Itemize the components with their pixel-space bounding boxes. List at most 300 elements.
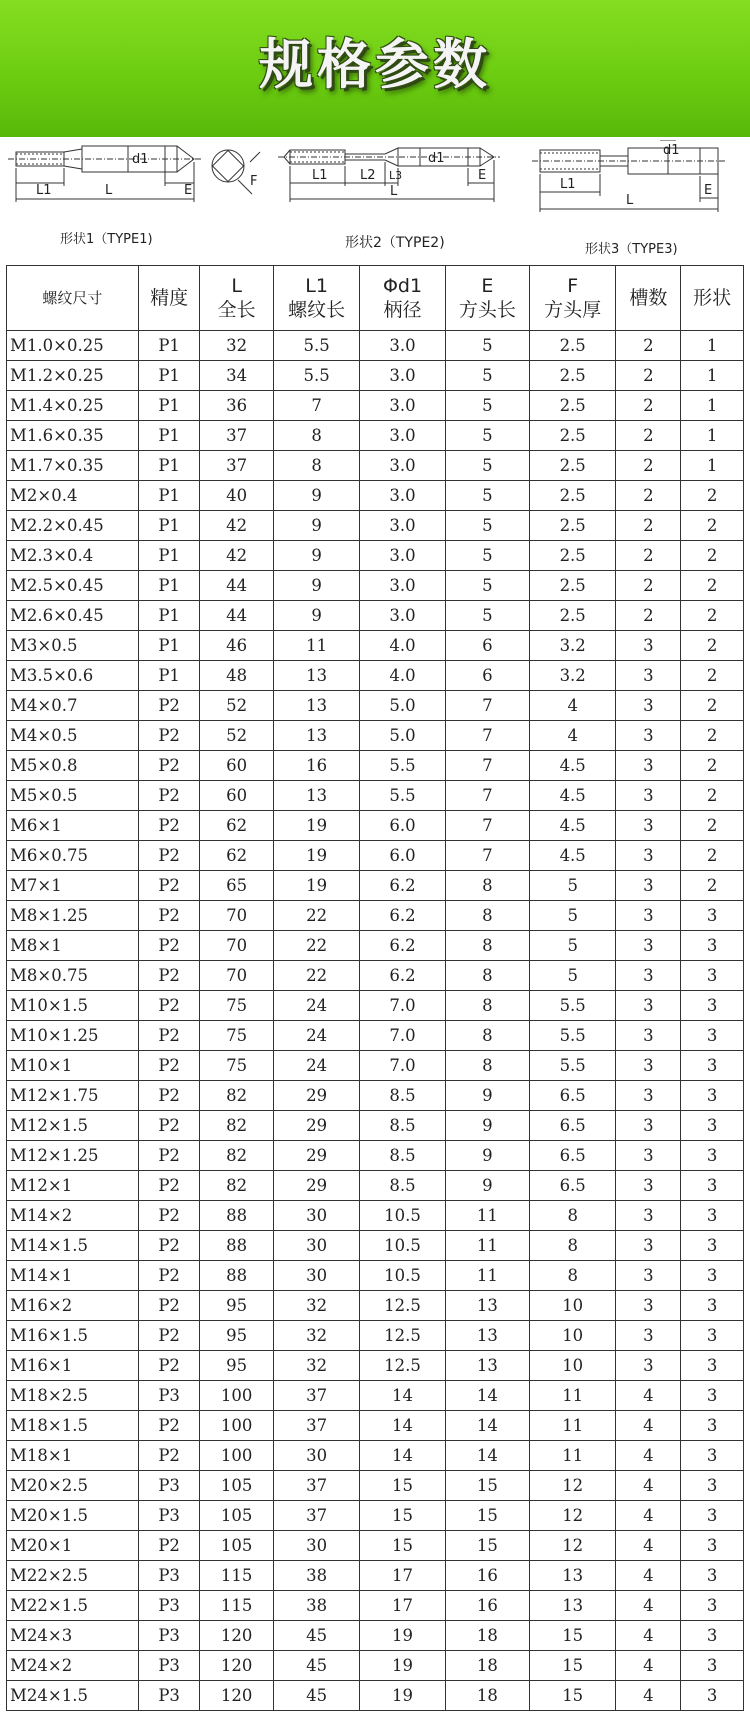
cell-shape: 3 [681, 1441, 744, 1471]
table-row [7, 1261, 744, 1291]
table-row [7, 841, 744, 871]
cell-total-length: 65 [200, 871, 273, 901]
cell-shape: 3 [681, 1081, 744, 1111]
cell-square-thickness: 13 [529, 1561, 615, 1591]
type2-d1-label: d1 [428, 151, 445, 166]
table-row [7, 1201, 744, 1231]
cell-flute-count: 3 [616, 871, 681, 901]
cell-shank-diameter: 8.5 [360, 1081, 445, 1111]
cell-thread-size: M8×1 [7, 931, 139, 961]
page-title: 规格参数 [259, 33, 491, 96]
cell-shank-diameter: 5.0 [360, 721, 445, 751]
cell-flute-count: 3 [616, 751, 681, 781]
cell-thread-size: M5×0.8 [7, 751, 139, 781]
cell-thread-length: 29 [273, 1171, 359, 1201]
cell-shank-diameter: 7.0 [360, 1021, 445, 1051]
cell-square-length: 18 [445, 1651, 529, 1681]
cell-thread-size: M16×2 [7, 1291, 139, 1321]
cell-shape: 3 [681, 1231, 744, 1261]
cell-thread-length: 32 [273, 1351, 359, 1381]
cell-thread-size: M5×0.5 [7, 781, 139, 811]
cell-thread-size: M2.2×0.45 [7, 511, 139, 541]
cell-square-thickness: 8 [529, 1261, 615, 1291]
cell-square-thickness: 6.5 [529, 1081, 615, 1111]
cell-total-length: 75 [200, 1051, 273, 1081]
cell-square-length: 5 [445, 391, 529, 421]
cell-thread-size: M12×1.25 [7, 1141, 139, 1171]
cell-shape: 3 [681, 1381, 744, 1411]
cell-precision: P1 [138, 391, 200, 421]
type1-F-label: F [250, 174, 258, 189]
cell-shape: 3 [681, 1291, 744, 1321]
cell-precision: P3 [138, 1561, 200, 1591]
cell-shank-diameter: 7.0 [360, 1051, 445, 1081]
cell-flute-count: 4 [616, 1531, 681, 1561]
cell-square-thickness: 15 [529, 1621, 615, 1651]
cell-square-thickness: 12 [529, 1501, 615, 1531]
cell-total-length: 32 [200, 331, 273, 361]
cell-total-length: 42 [200, 541, 273, 571]
cell-square-thickness: 4.5 [529, 841, 615, 871]
cell-total-length: 37 [200, 421, 273, 451]
cell-thread-size: M1.7×0.35 [7, 451, 139, 481]
cell-precision: P2 [138, 931, 200, 961]
cell-flute-count: 3 [616, 1081, 681, 1111]
cell-square-length: 16 [445, 1591, 529, 1621]
cell-thread-length: 29 [273, 1111, 359, 1141]
cell-thread-size: M20×1.5 [7, 1501, 139, 1531]
cell-thread-length: 38 [273, 1561, 359, 1591]
type3-L1-label: L1 [560, 177, 576, 192]
cell-square-thickness: 6.5 [529, 1111, 615, 1141]
cell-thread-length: 19 [273, 811, 359, 841]
cell-flute-count: 4 [616, 1471, 681, 1501]
cell-precision: P1 [138, 451, 200, 481]
cell-square-length: 5 [445, 331, 529, 361]
cell-total-length: 82 [200, 1111, 273, 1141]
cell-total-length: 95 [200, 1291, 273, 1321]
cell-shank-diameter: 5.5 [360, 781, 445, 811]
table-row [7, 361, 744, 391]
type1-caption: 形状1（TYPE1) [60, 232, 153, 247]
cell-precision: P1 [138, 331, 200, 361]
cell-square-length: 11 [445, 1201, 529, 1231]
cell-thread-size: M2.5×0.45 [7, 571, 139, 601]
cell-flute-count: 2 [616, 451, 681, 481]
cell-square-thickness: 11 [529, 1381, 615, 1411]
cell-square-length: 16 [445, 1561, 529, 1591]
cell-square-length: 7 [445, 721, 529, 751]
cell-shape: 3 [681, 1621, 744, 1651]
cell-shank-diameter: 7.0 [360, 991, 445, 1021]
cell-square-length: 5 [445, 361, 529, 391]
cell-square-length: 5 [445, 541, 529, 571]
cell-flute-count: 2 [616, 481, 681, 511]
cell-total-length: 52 [200, 721, 273, 751]
cell-square-length: 5 [445, 511, 529, 541]
cell-shank-diameter: 14 [360, 1411, 445, 1441]
cell-square-length: 8 [445, 991, 529, 1021]
cell-thread-size: M8×1.25 [7, 901, 139, 931]
cell-flute-count: 3 [616, 841, 681, 871]
cell-thread-size: M3×0.5 [7, 631, 139, 661]
cell-flute-count: 3 [616, 1141, 681, 1171]
cell-thread-size: M6×1 [7, 811, 139, 841]
table-row [7, 1621, 744, 1651]
cell-shape: 3 [681, 1561, 744, 1591]
cell-total-length: 95 [200, 1351, 273, 1381]
cell-shape: 2 [681, 871, 744, 901]
cell-shank-diameter: 5.5 [360, 751, 445, 781]
cell-total-length: 100 [200, 1411, 273, 1441]
cell-thread-length: 8 [273, 451, 359, 481]
cell-thread-length: 37 [273, 1381, 359, 1411]
table-row [7, 751, 744, 781]
cell-square-length: 11 [445, 1261, 529, 1291]
cell-total-length: 40 [200, 481, 273, 511]
cell-shank-diameter: 17 [360, 1591, 445, 1621]
cell-precision: P2 [138, 1411, 200, 1441]
cell-precision: P2 [138, 1141, 200, 1171]
table-row [7, 421, 744, 451]
cell-shank-diameter: 12.5 [360, 1351, 445, 1381]
cell-shank-diameter: 6.2 [360, 961, 445, 991]
cell-square-thickness: 2.5 [529, 571, 615, 601]
cell-shank-diameter: 6.2 [360, 931, 445, 961]
header-thread-length: L1 螺纹长 [273, 266, 359, 331]
cell-thread-length: 16 [273, 751, 359, 781]
cell-square-length: 7 [445, 751, 529, 781]
cell-precision: P1 [138, 421, 200, 451]
cell-shank-diameter: 3.0 [360, 391, 445, 421]
cell-flute-count: 3 [616, 1291, 681, 1321]
cell-total-length: 48 [200, 661, 273, 691]
cell-precision: P1 [138, 601, 200, 631]
cell-flute-count: 3 [616, 931, 681, 961]
cell-square-thickness: 2.5 [529, 451, 615, 481]
cell-shank-diameter: 6.0 [360, 841, 445, 871]
cell-thread-length: 24 [273, 1051, 359, 1081]
cell-shape: 2 [681, 691, 744, 721]
cell-square-thickness: 13 [529, 1591, 615, 1621]
cell-square-thickness: 12 [529, 1531, 615, 1561]
table-row [7, 1141, 744, 1171]
cell-flute-count: 3 [616, 721, 681, 751]
cell-thread-size: M22×1.5 [7, 1591, 139, 1621]
cell-flute-count: 3 [616, 1321, 681, 1351]
table-row [7, 1171, 744, 1201]
table-row [7, 1501, 744, 1531]
cell-total-length: 115 [200, 1561, 273, 1591]
table-row [7, 511, 744, 541]
header-square-length: E 方头长 [445, 266, 529, 331]
cell-thread-size: M14×1.5 [7, 1231, 139, 1261]
cell-square-length: 9 [445, 1081, 529, 1111]
cell-thread-size: M22×2.5 [7, 1561, 139, 1591]
cell-thread-size: M2.3×0.4 [7, 541, 139, 571]
table-row [7, 391, 744, 421]
cell-thread-length: 45 [273, 1681, 359, 1711]
cell-shank-diameter: 14 [360, 1381, 445, 1411]
cell-shape: 3 [681, 991, 744, 1021]
cell-square-length: 5 [445, 421, 529, 451]
cell-shank-diameter: 3.0 [360, 541, 445, 571]
cell-square-length: 8 [445, 871, 529, 901]
cell-shank-diameter: 14 [360, 1441, 445, 1471]
cell-shank-diameter: 6.2 [360, 871, 445, 901]
cell-flute-count: 4 [616, 1591, 681, 1621]
cell-precision: P2 [138, 1171, 200, 1201]
table-row [7, 1021, 744, 1051]
cell-total-length: 75 [200, 1021, 273, 1051]
cell-square-thickness: 3.2 [529, 631, 615, 661]
cell-shank-diameter: 8.5 [360, 1171, 445, 1201]
cell-square-thickness: 2.5 [529, 481, 615, 511]
cell-shank-diameter: 6.2 [360, 901, 445, 931]
cell-total-length: 100 [200, 1381, 273, 1411]
cell-square-length: 14 [445, 1441, 529, 1471]
cell-square-thickness: 11 [529, 1411, 615, 1441]
cell-total-length: 46 [200, 631, 273, 661]
cell-thread-length: 7 [273, 391, 359, 421]
cell-thread-size: M10×1.5 [7, 991, 139, 1021]
cell-thread-size: M1.0×0.25 [7, 331, 139, 361]
cell-flute-count: 4 [616, 1621, 681, 1651]
cell-shank-diameter: 19 [360, 1621, 445, 1651]
cell-total-length: 44 [200, 601, 273, 631]
cell-shape: 2 [681, 661, 744, 691]
cell-thread-size: M14×1 [7, 1261, 139, 1291]
cell-thread-length: 22 [273, 931, 359, 961]
cell-shape: 2 [681, 841, 744, 871]
cell-square-thickness: 3.2 [529, 661, 615, 691]
type3-E-label: E [704, 183, 713, 198]
cell-flute-count: 3 [616, 631, 681, 661]
cell-precision: P1 [138, 511, 200, 541]
cell-thread-size: M24×2 [7, 1651, 139, 1681]
cell-thread-size: M4×0.5 [7, 721, 139, 751]
cell-shape: 2 [681, 721, 744, 751]
cell-shape: 2 [681, 781, 744, 811]
cell-shank-diameter: 12.5 [360, 1321, 445, 1351]
cell-precision: P2 [138, 811, 200, 841]
cell-thread-length: 38 [273, 1591, 359, 1621]
cell-precision: P2 [138, 721, 200, 751]
table-row [7, 1561, 744, 1591]
cell-shank-diameter: 6.0 [360, 811, 445, 841]
cell-shape: 3 [681, 1591, 744, 1621]
cell-total-length: 70 [200, 931, 273, 961]
cell-shape: 1 [681, 451, 744, 481]
cell-thread-size: M16×1 [7, 1351, 139, 1381]
cell-square-thickness: 4.5 [529, 751, 615, 781]
cell-thread-size: M2.6×0.45 [7, 601, 139, 631]
cell-precision: P2 [138, 1441, 200, 1471]
cell-flute-count: 2 [616, 571, 681, 601]
table-row [7, 451, 744, 481]
cell-total-length: 62 [200, 841, 273, 871]
cell-shank-diameter: 12.5 [360, 1291, 445, 1321]
cell-precision: P2 [138, 1111, 200, 1141]
cell-thread-size: M4×0.7 [7, 691, 139, 721]
cell-precision: P2 [138, 841, 200, 871]
cell-square-thickness: 4.5 [529, 811, 615, 841]
cell-flute-count: 2 [616, 421, 681, 451]
cell-square-thickness: 2.5 [529, 331, 615, 361]
cell-square-length: 7 [445, 781, 529, 811]
table-row [7, 721, 744, 751]
cell-shape: 3 [681, 1051, 744, 1081]
table-row [7, 871, 744, 901]
cell-square-thickness: 15 [529, 1651, 615, 1681]
cell-flute-count: 3 [616, 1111, 681, 1141]
header-square-thickness: F 方头厚 [529, 266, 615, 331]
cell-precision: P3 [138, 1651, 200, 1681]
cell-precision: P3 [138, 1381, 200, 1411]
cell-total-length: 60 [200, 781, 273, 811]
cell-shank-diameter: 10.5 [360, 1261, 445, 1291]
cell-total-length: 120 [200, 1681, 273, 1711]
cell-thread-length: 45 [273, 1621, 359, 1651]
cell-shape: 3 [681, 1141, 744, 1171]
cell-square-thickness: 4.5 [529, 781, 615, 811]
cell-flute-count: 2 [616, 541, 681, 571]
cell-shape: 3 [681, 1201, 744, 1231]
cell-flute-count: 4 [616, 1651, 681, 1681]
cell-flute-count: 3 [616, 1171, 681, 1201]
cell-thread-length: 11 [273, 631, 359, 661]
table-row [7, 631, 744, 661]
cell-square-thickness: 5 [529, 901, 615, 931]
cell-square-thickness: 10 [529, 1321, 615, 1351]
cell-square-length: 5 [445, 601, 529, 631]
cell-shape: 3 [681, 961, 744, 991]
cell-square-length: 6 [445, 661, 529, 691]
cell-flute-count: 3 [616, 961, 681, 991]
cell-thread-length: 5.5 [273, 331, 359, 361]
cell-precision: P2 [138, 991, 200, 1021]
cell-flute-count: 3 [616, 1261, 681, 1291]
cell-thread-length: 24 [273, 991, 359, 1021]
table-row [7, 1441, 744, 1471]
cell-flute-count: 2 [616, 331, 681, 361]
cell-square-thickness: 5.5 [529, 1051, 615, 1081]
table-row [7, 1471, 744, 1501]
cell-thread-length: 13 [273, 691, 359, 721]
cell-thread-size: M12×1.75 [7, 1081, 139, 1111]
cell-precision: P3 [138, 1681, 200, 1711]
cell-precision: P3 [138, 1471, 200, 1501]
cell-shape: 3 [681, 1411, 744, 1441]
cell-square-length: 14 [445, 1411, 529, 1441]
cell-thread-size: M18×2.5 [7, 1381, 139, 1411]
cell-precision: P1 [138, 631, 200, 661]
cell-shank-diameter: 3.0 [360, 601, 445, 631]
table-row [7, 961, 744, 991]
cell-total-length: 105 [200, 1531, 273, 1561]
cell-total-length: 88 [200, 1261, 273, 1291]
tap-diagrams [0, 140, 750, 265]
cell-square-thickness: 2.5 [529, 421, 615, 451]
type3-d1-label: d1 [663, 143, 680, 158]
cell-precision: P2 [138, 1201, 200, 1231]
cell-precision: P2 [138, 901, 200, 931]
cell-square-length: 7 [445, 691, 529, 721]
cell-shank-diameter: 10.5 [360, 1231, 445, 1261]
cell-square-thickness: 4 [529, 721, 615, 751]
cell-precision: P1 [138, 661, 200, 691]
cell-shape: 3 [681, 931, 744, 961]
cell-precision: P2 [138, 1351, 200, 1381]
cell-square-thickness: 8 [529, 1201, 615, 1231]
cell-square-length: 9 [445, 1171, 529, 1201]
table-row [7, 1681, 744, 1711]
cell-precision: P2 [138, 1531, 200, 1561]
cell-shape: 3 [681, 1111, 744, 1141]
cell-precision: P1 [138, 481, 200, 511]
cell-square-length: 18 [445, 1621, 529, 1651]
type1-E-label: E [184, 183, 193, 198]
cell-precision: P1 [138, 541, 200, 571]
cell-shape: 3 [681, 901, 744, 931]
cell-precision: P1 [138, 361, 200, 391]
cell-thread-size: M1.6×0.35 [7, 421, 139, 451]
header-banner [0, 0, 750, 137]
cell-thread-size: M20×2.5 [7, 1471, 139, 1501]
cell-precision: P3 [138, 1501, 200, 1531]
cell-square-thickness: 5 [529, 871, 615, 901]
cell-flute-count: 3 [616, 1231, 681, 1261]
cell-flute-count: 3 [616, 1051, 681, 1081]
cell-square-length: 5 [445, 571, 529, 601]
cell-shape: 2 [681, 751, 744, 781]
cell-square-length: 8 [445, 961, 529, 991]
cell-square-length: 15 [445, 1531, 529, 1561]
cell-shank-diameter: 15 [360, 1501, 445, 1531]
cell-thread-length: 9 [273, 511, 359, 541]
cell-flute-count: 3 [616, 691, 681, 721]
cell-square-length: 9 [445, 1111, 529, 1141]
cell-total-length: 120 [200, 1621, 273, 1651]
cell-thread-length: 30 [273, 1531, 359, 1561]
table-row [7, 1111, 744, 1141]
cell-flute-count: 4 [616, 1411, 681, 1441]
cell-thread-length: 13 [273, 721, 359, 751]
cell-square-thickness: 15 [529, 1681, 615, 1711]
cell-thread-size: M3.5×0.6 [7, 661, 139, 691]
cell-precision: P2 [138, 1321, 200, 1351]
cell-flute-count: 3 [616, 661, 681, 691]
type1-L1-label: L1 [36, 183, 52, 198]
table-row [7, 1381, 744, 1411]
cell-shank-diameter: 19 [360, 1651, 445, 1681]
cell-shape: 2 [681, 601, 744, 631]
cell-thread-length: 9 [273, 541, 359, 571]
cell-precision: P2 [138, 781, 200, 811]
cell-shape: 3 [681, 1681, 744, 1711]
cell-flute-count: 3 [616, 1021, 681, 1051]
table-row [7, 541, 744, 571]
type2-L-label: L [390, 184, 398, 199]
cell-shape: 1 [681, 421, 744, 451]
cell-thread-size: M12×1 [7, 1171, 139, 1201]
cell-square-length: 13 [445, 1321, 529, 1351]
cell-square-thickness: 8 [529, 1231, 615, 1261]
cell-total-length: 105 [200, 1501, 273, 1531]
type3-L-label: L [626, 193, 634, 208]
cell-thread-length: 9 [273, 481, 359, 511]
table-row [7, 331, 744, 361]
